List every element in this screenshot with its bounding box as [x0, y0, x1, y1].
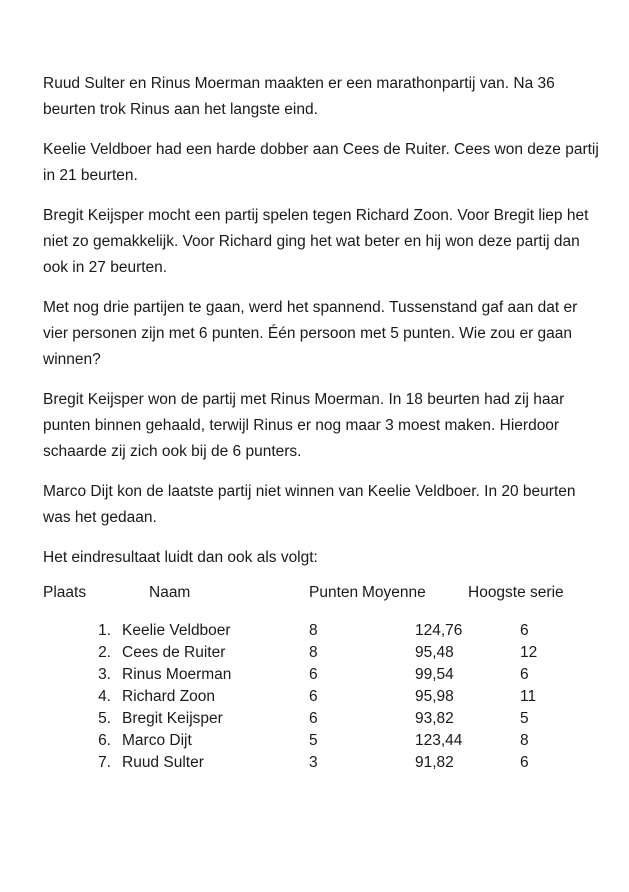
player-points: 5: [309, 732, 318, 749]
table-row: [0, 730, 629, 752]
player-name: Keelie Veldboer: [122, 622, 231, 639]
row-number: 1.: [98, 622, 111, 639]
table-row: [0, 620, 629, 642]
player-name: Bregit Keijsper: [122, 710, 223, 727]
header-plaats: Plaats: [43, 584, 87, 601]
player-serie: 11: [520, 688, 537, 705]
player-serie: 6: [520, 622, 529, 639]
player-points: 6: [309, 688, 318, 705]
table-row: [0, 642, 629, 664]
player-serie: 6: [520, 754, 529, 771]
table-row: [0, 686, 629, 708]
document-body: [43, 71, 603, 585]
header-naam: Naam: [149, 584, 191, 601]
player-moyenne: 93,82: [415, 710, 454, 727]
player-points: 8: [309, 644, 318, 661]
player-name: Richard Zoon: [122, 688, 216, 705]
player-moyenne: 99,54: [415, 666, 454, 683]
player-moyenne: 95,48: [415, 644, 454, 661]
header-punten: Punten: [309, 584, 359, 601]
paragraph-4: Met nog drie partijen te gaan, werd het spannend. Tussenstand gaf aan dat er vier personen zijn met 6 punten. Één persoon met 5 punten. Wie zou er gaan winnen?: [43, 299, 578, 368]
player-name: Rinus Moerman: [122, 666, 232, 683]
player-moyenne: 95,98: [415, 688, 454, 705]
player-serie: 5: [520, 710, 529, 727]
player-points: 8: [309, 622, 318, 639]
table-row: [0, 664, 629, 686]
header-hoogste-serie: Hoogste serie: [468, 584, 564, 601]
player-serie: 8: [520, 732, 529, 749]
row-number: 4.: [98, 688, 111, 705]
player-name: Cees de Ruiter: [122, 644, 226, 661]
row-number: 5.: [98, 710, 111, 727]
player-points: 6: [309, 710, 318, 727]
player-name: Ruud Sulter: [122, 754, 204, 771]
player-moyenne: 124,76: [415, 622, 463, 639]
player-moyenne: 91,82: [415, 754, 454, 771]
player-serie: 12: [520, 644, 538, 661]
player-moyenne: 123,44: [415, 732, 463, 749]
table-row: [0, 708, 629, 730]
paragraph-5: Bregit Keijsper won de partij met Rinus Moerman. In 18 beurten had zij haar punten binnen gehaald, terwijl Rinus er nog maar 3 moest maken. Hierdoor schaarde zij zich ook bij de 6 punters.: [43, 391, 565, 460]
paragraph-6: Marco Dijt kon de laatste partij niet winnen van Keelie Veldboer. In 20 beurten was het gedaan.: [43, 483, 576, 526]
paragraph-2: Keelie Veldboer had een harde dobber aan Cees de Ruiter. Cees won deze partij in 21 beurten.: [43, 141, 599, 184]
player-serie: 6: [520, 666, 529, 683]
player-points: 3: [309, 754, 318, 771]
player-points: 6: [309, 666, 318, 683]
results-header: [43, 580, 603, 606]
row-number: 3.: [98, 666, 111, 683]
header-moyenne: Moyenne: [362, 584, 426, 601]
table-row: [0, 752, 629, 774]
paragraph-1: Ruud Sulter en Rinus Moerman maakten er een marathonpartij van. Na 36 beurten trok Rinus aan het langste eind.: [43, 75, 555, 118]
row-number: 2.: [98, 644, 111, 661]
player-name: Marco Dijt: [122, 732, 192, 749]
row-number: 6.: [98, 732, 111, 749]
paragraph-7: Het eindresultaat luidt dan ook als volgt:: [43, 549, 318, 566]
paragraph-3: Bregit Keijsper mocht een partij spelen tegen Richard Zoon. Voor Bregit liep het niet zo gemakkelijk. Voor Richard ging het wat beter en hij won deze partij dan ook in 27 beurten.: [43, 207, 589, 276]
results-table: [0, 620, 629, 774]
row-number: 7.: [98, 754, 111, 771]
